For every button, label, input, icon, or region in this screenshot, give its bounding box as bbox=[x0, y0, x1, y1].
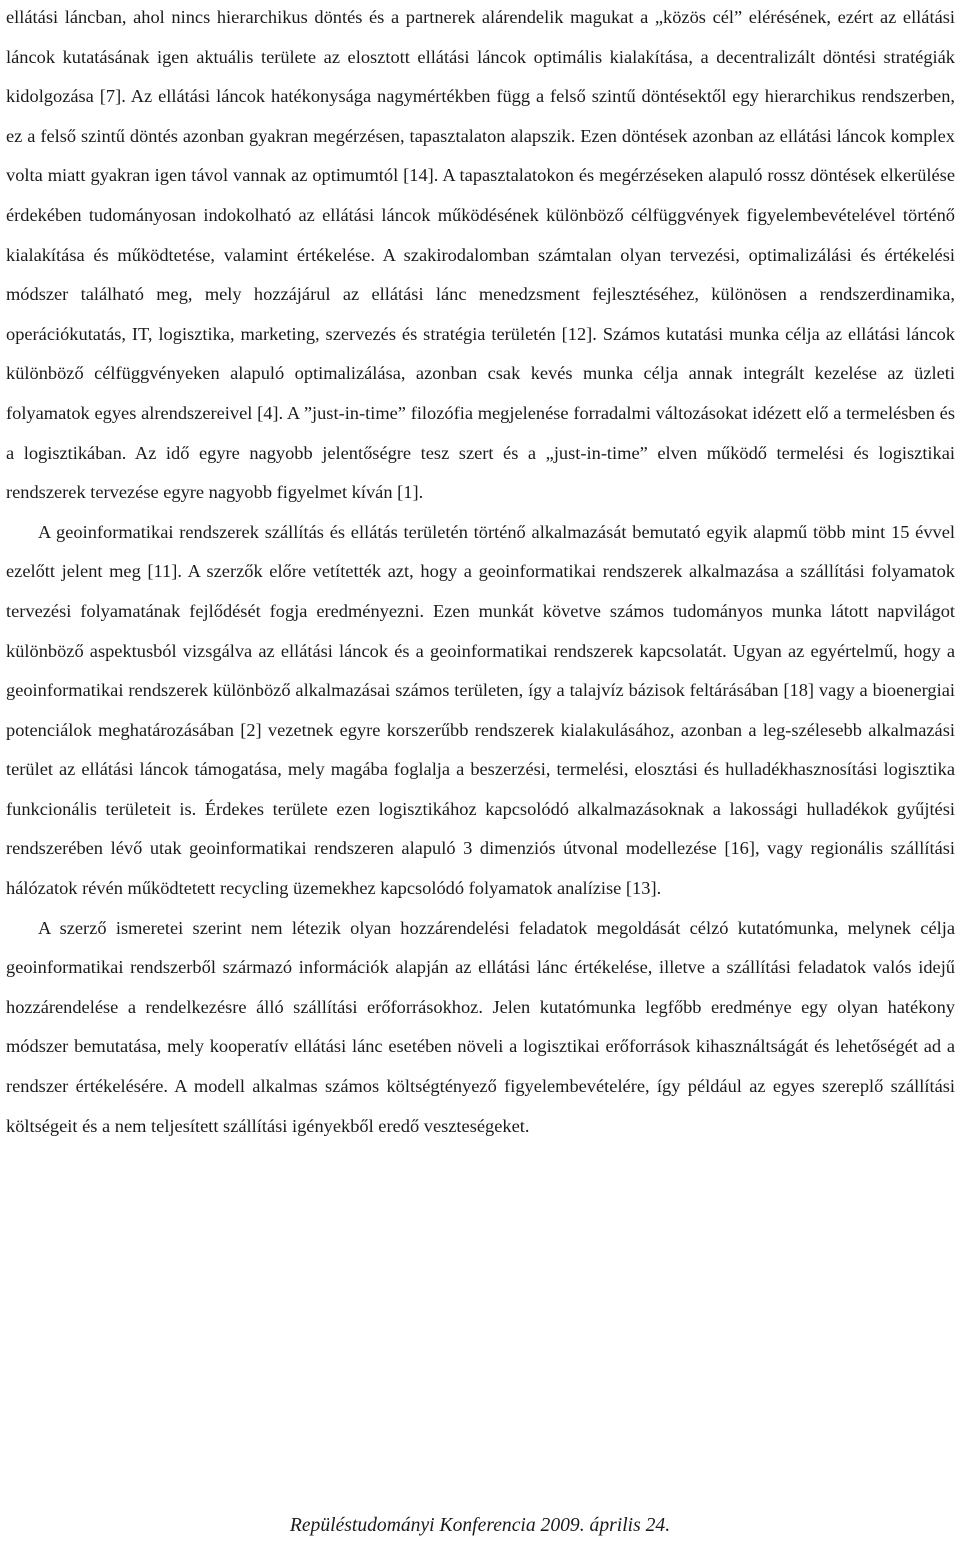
paragraph-geoinformatics: A geoinformatikai rendszerek szállítás és ellátás területén történő alkalmazását bemutató egyik alapmű több mint 15 évvel ezelőtt jelent meg [11]. A szerzők előre vetítették azt, hogy a geoinformatikai rendszerek alkalmazása a szállítási folyamatok tervezési folyamatának fejlődését fogja eredményezni. Ezen munkát követve számos tudományos munka látott napvilágot különböző aspektusból vizsgálva az ellátási láncok és a geoinformatikai rendszerek kapcsolatát. Ugyan az egyértelmű, hogy a geoinformatikai rendszerek különböző alkalmazásai számos területen, így a talajvíz bázisok feltárásában [18] vagy a bioenergiai potenciálok meghatározásában [2] vezetnek egyre korszerűbb rendszerek kialakulásához, azonban a leg-szélesebb alkalmazási terület az ellátási láncok támogatása, mely magába foglalja a beszerzési, termelési, elosztási és hulladékhasznosítási logisztika funkcionális területeit is. Érdekes területe ezen logisztikához kapcsolódó alkalmazásoknak a lakossági hulladékok gyűjtési rendszerében lévő utak geoinformatikai rendszeren alapuló 3 dimenziós útvonal modellezése [16], vagy regionális szállítási hálózatok révén működtetett recycling üzemekhez kapcsolódó folyamatok analízise [13]. bbox=[6, 521, 955, 899]
page-footer bbox=[0, 1514, 960, 1538]
footer-conference-label: Repüléstudományi Konferencia 2009. április 24. bbox=[289, 1515, 671, 1536]
document-body bbox=[6, 0, 955, 1146]
paragraph-research-goal: A szerző ismeretei szerint nem létezik olyan hozzárendelési feladatok megoldását célzó kutatómunka, melynek célja geoinformatikai rendszerből származó információk alapján az ellátási lánc értékelése, illetve a szállítási feladatok valós idejű hozzárendelése a rendelkezésre álló szállítási erőforrásokhoz. Jelen kutatómunka legfőbb eredménye egy olyan hatékony módszer bemutatása, mely kooperatív ellátási lánc esetében növeli a logisztikai erőforrások kihasználtságát és lehetőségét ad a rendszer értékelésére. A modell alkalmas számos költségtényező figyelembevételére, így például az egyes szereplő szállítási költségeit és a nem teljesített szállítási igényekből eredő veszteségeket. bbox=[6, 917, 955, 1136]
paragraph-supply-chain-decisions: ellátási láncban, ahol nincs hierarchikus döntés és a partnerek alárendelik magukat a „közös cél” elérésének, ezért az ellátási láncok kutatásának igen aktuális területe az elosztott ellátási láncok optimális kialakítása, a decentralizált döntési stratégiák kidolgozása [7]. Az ellátási láncok hatékonysága nagymértékben függ a felső szintű döntésektől egy hierarchikus rendszerben, ez a felső szintű döntés azonban gyakran megérzésen, tapasztalaton alapszik. Ezen döntések azonban az ellátási láncok komplex volta miatt gyakran igen távol vannak az optimumtól [14]. A tapasztalatokon és megérzéseken alapuló rossz döntések elkerülése érdekében tudományosan indokolható az ellátási láncok működésének különböző célfüggvények figyelembevételével történő kialakítása és működtetése, valamint értékelése. A szakirodalomban számtalan olyan tervezési, optimalizálási és értékelési módszer található meg, mely hozzájárul az ellátási lánc menedzsment fejlesztéséhez, különösen a rendszerdinamika, operációkutatás, IT, logisztika, marketing, szervezés és stratégia területén [12]. Számos kutatási munka célja az ellátási láncok különböző célfüggvényeken alapuló optimalizálása, azonban csak kevés munka célja annak integrált kezelése az üzleti folyamatok egyes alrendszereivel [4]. A ”just-in-time” filozófia megjelenése forradalmi változásokat idézett elő a termelésben és a logisztikában. Az idő egyre nagyobb jelentőségre tesz szert és a „just-in-time” elven működő termelési és logisztikai rendszerek tervezése egyre nagyobb figyelmet kíván [1]. bbox=[6, 7, 955, 503]
